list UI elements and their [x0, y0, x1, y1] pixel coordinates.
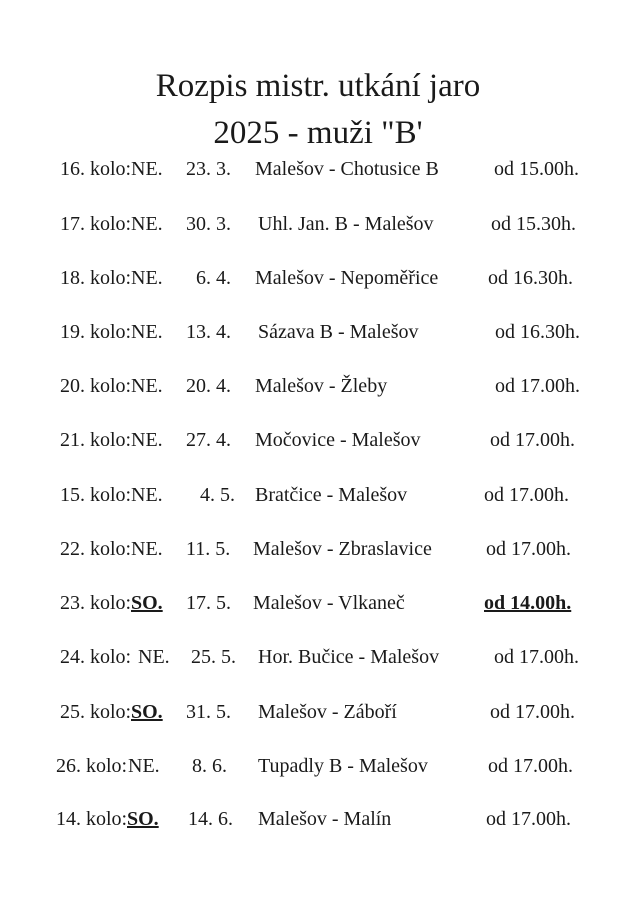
- day-label: SO.: [131, 592, 163, 614]
- kickoff-time: od 17.00h.: [488, 755, 573, 777]
- match-teams: Malešov - Nepoměřice: [255, 267, 439, 289]
- match-date: 13. 4.: [186, 321, 231, 343]
- schedule-row: [0, 371, 636, 401]
- day-label: NE.: [131, 429, 163, 451]
- schedule-row: [0, 425, 636, 455]
- round-label: 16. kolo:: [60, 158, 132, 180]
- day-label: NE.: [131, 538, 163, 560]
- kickoff-time: od 16.30h.: [495, 321, 580, 343]
- match-teams: Hor. Bučice - Malešov: [258, 646, 440, 668]
- match-date: 23. 3.: [186, 158, 231, 180]
- kickoff-time: od 17.00h.: [490, 701, 575, 723]
- match-date: 25. 5.: [191, 646, 236, 668]
- kickoff-time: od 17.00h.: [490, 429, 575, 451]
- schedule-row: [0, 534, 636, 564]
- day-label: NE.: [131, 213, 163, 235]
- kickoff-time: od 15.00h.: [494, 158, 579, 180]
- kickoff-time: od 16.30h.: [488, 267, 573, 289]
- schedule-row: [0, 263, 636, 293]
- day-label: NE.: [138, 646, 170, 668]
- title-line-1: Rozpis mistr. utkání jaro: [155, 68, 481, 104]
- schedule-row: [0, 209, 636, 239]
- match-date: 20. 4.: [186, 375, 231, 397]
- kickoff-time: od 17.00h.: [494, 646, 579, 668]
- round-label: 15. kolo:: [60, 484, 132, 506]
- schedule-row: [0, 317, 636, 347]
- round-label: 22. kolo:: [60, 538, 132, 560]
- match-date: 30. 3.: [186, 213, 231, 235]
- match-teams: Malešov - Žleby: [255, 375, 388, 397]
- day-label: NE.: [131, 158, 163, 180]
- match-teams: Malešov - Záboří: [258, 701, 397, 723]
- kickoff-time: od 17.00h.: [484, 484, 569, 506]
- day-label: NE.: [128, 755, 160, 777]
- round-label: 23. kolo:: [60, 592, 132, 614]
- match-date: 27. 4.: [186, 429, 231, 451]
- match-date: 11. 5.: [186, 538, 231, 560]
- title-line-2: 2025 - muži "B': [213, 115, 423, 151]
- match-teams: Malešov - Malín: [258, 808, 392, 830]
- round-label: 21. kolo:: [60, 429, 132, 451]
- kickoff-time: od 17.00h.: [486, 538, 571, 560]
- schedule-row: [0, 804, 636, 834]
- match-date: 8. 6.: [192, 755, 227, 777]
- schedule-row: [0, 751, 636, 781]
- round-label: 17. kolo:: [60, 213, 132, 235]
- kickoff-time: od 17.00h.: [495, 375, 580, 397]
- round-label: 18. kolo:: [60, 267, 132, 289]
- match-teams: Malešov - Vlkaneč: [253, 592, 405, 614]
- schedule-row: [0, 480, 636, 510]
- match-teams: Malešov - Zbraslavice: [253, 538, 432, 560]
- round-label: 25. kolo:: [60, 701, 132, 723]
- schedule-row: [0, 642, 636, 672]
- day-label: NE.: [131, 267, 163, 289]
- match-teams: Bratčice - Malešov: [255, 484, 408, 506]
- round-label: 26. kolo:: [56, 755, 128, 777]
- match-date: 4. 5.: [200, 484, 235, 506]
- kickoff-time: od 14.00h.: [484, 592, 572, 614]
- match-teams: Uhl. Jan. B - Malešov: [258, 213, 434, 235]
- kickoff-time: od 17.00h.: [486, 808, 571, 830]
- match-date: 31. 5.: [186, 701, 231, 723]
- schedule-row: [0, 588, 636, 618]
- match-teams: Sázava B - Malešov: [258, 321, 419, 343]
- match-teams: Močovice - Malešov: [255, 429, 421, 451]
- match-date: 14. 6.: [188, 808, 233, 830]
- match-date: 17. 5.: [186, 592, 231, 614]
- round-label: 19. kolo:: [60, 321, 132, 343]
- day-label: SO.: [127, 808, 159, 830]
- match-teams: Tupadly B - Malešov: [258, 755, 428, 777]
- round-label: 20. kolo:: [60, 375, 132, 397]
- match-date: 6. 4.: [196, 267, 231, 289]
- match-teams: Malešov - Chotusice B: [255, 158, 439, 180]
- day-label: NE.: [131, 321, 163, 343]
- schedule-row: [0, 154, 636, 184]
- day-label: NE.: [131, 375, 163, 397]
- day-label: SO.: [131, 701, 163, 723]
- day-label: NE.: [131, 484, 163, 506]
- schedule-row: [0, 697, 636, 727]
- round-label: 24. kolo:: [60, 646, 132, 668]
- kickoff-time: od 15.30h.: [491, 213, 576, 235]
- round-label: 14. kolo:: [56, 808, 128, 830]
